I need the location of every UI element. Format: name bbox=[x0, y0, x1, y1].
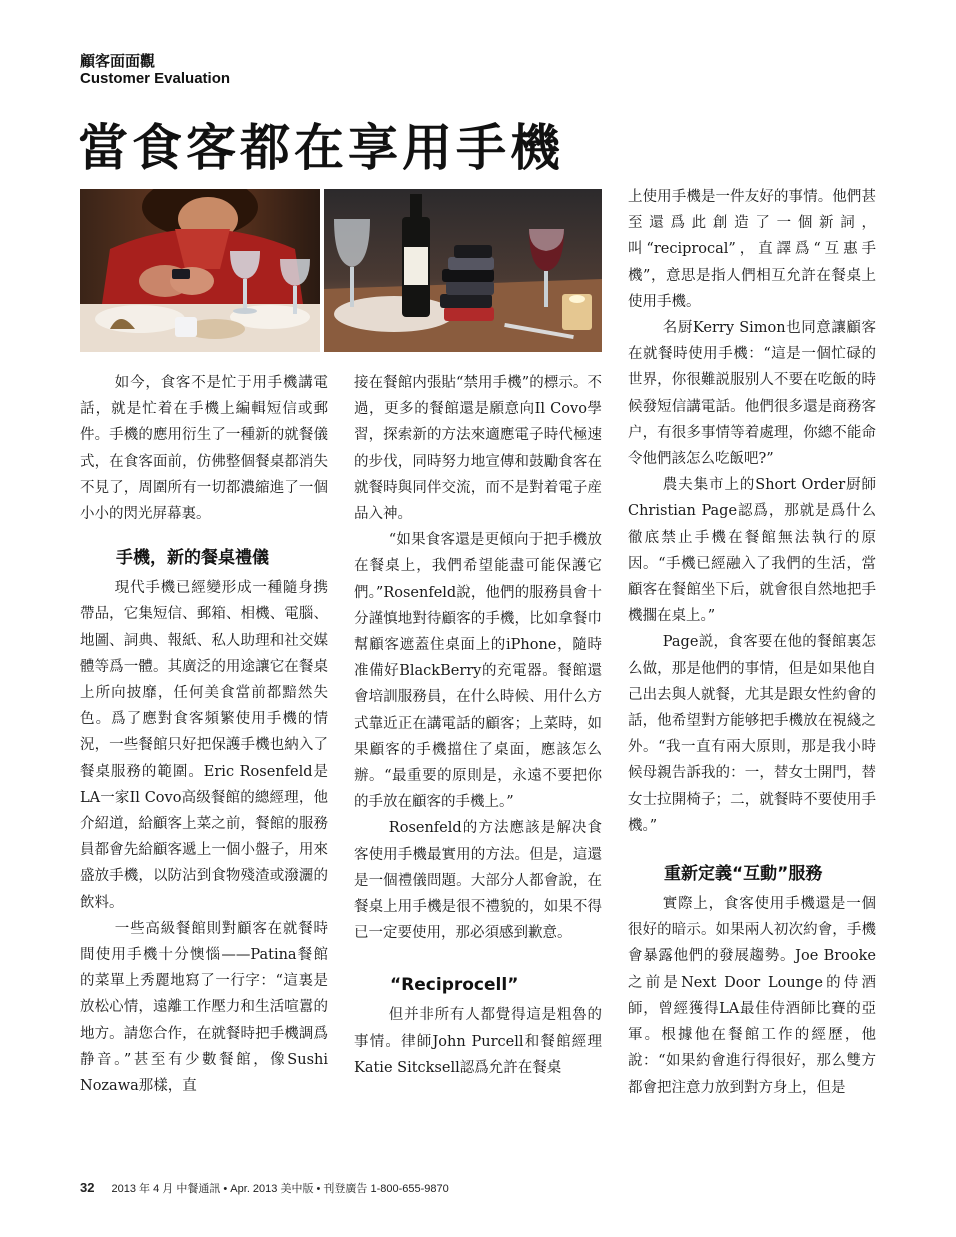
page-number: 32 bbox=[80, 1180, 95, 1195]
section-label-cn: 顧客面面觀 bbox=[80, 52, 156, 70]
paragraph: Page説，食客要在他的餐館裏怎么做，那是他們的事情，但是如果他自己出去與人就餐，尤其是跟女性約會的話，他希望對方能够把手機放在視綫之外。“我一直有兩大原則，那是我小時候母親告訴我的：一，替女士開門，替女士拉開椅子；二，就餐時不要使用手機。” bbox=[628, 634, 876, 834]
paragraph: Rosenfeld的方法應該是解决食客使用手機最實用的方法。但是，這還是一個禮儀問題。大部分人都會說，在餐桌上用手機是很不禮貌的，如果不得已一定要使用，那必須感到歉意。 bbox=[354, 820, 602, 942]
section-heading: 手機，新的餐桌禮儀 bbox=[116, 548, 269, 569]
paragraph: 如今，食客不是忙于用手機講電話，就是忙着在手機上編輯短信或郵件。手機的應用衍生了一種新的就餐儀式，在食客面前，仿佛整個餐桌都消失不見了，周圍所有一切都濃縮進了一個小小的閃光屏幕裏。 bbox=[80, 375, 328, 523]
photo-phones-on-table bbox=[324, 189, 602, 352]
article-column-1 bbox=[80, 370, 328, 1099]
photo-woman-using-phone bbox=[80, 189, 320, 352]
paragraph: 但并非所有人都覺得這是粗魯的事情。律師John Purcell和餐館經理Katie Sitcksell認爲允許在餐桌 bbox=[354, 1007, 602, 1076]
section-heading: “Reciprocell” bbox=[390, 975, 519, 996]
section-label-en: Customer Evaluation bbox=[80, 70, 231, 87]
article-column-3 bbox=[628, 184, 876, 1101]
paragraph: 上使用手機是一件友好的事情。他們甚至還爲此創造了一個新詞，叫“reciprocal”，直譯爲“互惠手機”，意思是指人們相互允許在餐桌上使用手機。 bbox=[628, 189, 876, 310]
paragraph: 名厨Kerry Simon也同意讓顧客在就餐時使用手機：“這是一個忙碌的世界，你很難説服别人不要在吃飯的時候發短信講電話。他們很多還是商務客户，有很多事情等着處理，你總不能命令他們該怎么吃飯吧?” bbox=[628, 320, 876, 468]
article-column-2 bbox=[354, 370, 602, 1081]
article-title: 當食客都在享用手機 bbox=[78, 118, 564, 177]
paragraph: “如果食客還是更傾向于把手機放在餐桌上，我們希望能盡可能保護它們。”Rosenfeld說，他們的服務員會十分謹慎地對待顧客的手機，比如拿餐巾幫顧客遮蓋住桌面上的iPhone，隨時准備好BlackBerry的充電器。餐館還會培訓服務員，在什么時候、用什么方式靠近正在講電話的顧客；上菜時，如果顧客的手機擋住了桌面，應該怎么辦。“最重要的原則是，永遠不要把你的手放在顧客的手機上。” bbox=[354, 532, 602, 811]
paragraph: 一些高級餐館則對顧客在就餐時間使用手機十分懊惱——Patina餐館的菜單上秀麗地寫了一行字：“這裏是放松心情，遠離工作壓力和生活喧囂的地方。請您合作，在就餐時把手機調爲静音。”甚至有少數餐館，像Sushi Nozawa那樣，直 bbox=[80, 920, 328, 1095]
paragraph: 實際上，食客使用手機還是一個很好的暗示。如果兩人初次約會，手機會暴露他們的發展趨勢。Joe Brooke之前是Next Door Lounge的侍酒師，曾經獲得LA最佳侍酒師比賽的亞軍。根據他在餐館工作的經歷，他說：“如果約會進行得很好，那么雙方都會把注意力放到對方身上，但是 bbox=[628, 896, 876, 1096]
paragraph: 現代手機已經變形成一種隨身携帶品，它集短信、郵箱、相機、電腦、地圖、詞典、報紙、私人助理和社交媒體等爲一體。其廣泛的用途讓它在餐桌上所向披靡，任何美食當前都黯然失色。爲了應對食客頻繁使用手機的情況，一些餐館只好把保護手機也納入了餐桌服務的範圍。Eric Rosenfeld是LA一家Il Covo高级餐館的總經理，他介紹道，給顧客上菜之前，餐館的服務員都會先給顧客遞上一個小盤子，用來盛放手機，以防沾到食物殘渣或潑灑的飲料。 bbox=[80, 580, 328, 911]
section-heading: 重新定義“互動”服務 bbox=[664, 864, 823, 885]
page-footer bbox=[80, 1180, 449, 1196]
paragraph: 接在餐館内張貼“禁用手機”的標示。不過，更多的餐館還是願意向Il Covo學習，探索新的方法來適應電子時代極速的步伐，同時努力地宣傳和鼓勵食客在就餐時與同伴交流，而不是對着電子産品入神。 bbox=[354, 375, 602, 523]
paragraph: 農夫集市上的Short Order厨師Christian Page認爲，那就是爲什么徹底禁止手機在餐館無法執行的原因。“手機已經融入了我們的生活，當顧客在餐館坐下后，就會很自然地把手機擱在桌上。” bbox=[628, 477, 876, 625]
footer-info: 2013 年 4 月 中餐通訊 • Apr. 2013 美中版 • 刊登廣告 1-800-655-9870 bbox=[111, 1183, 449, 1195]
